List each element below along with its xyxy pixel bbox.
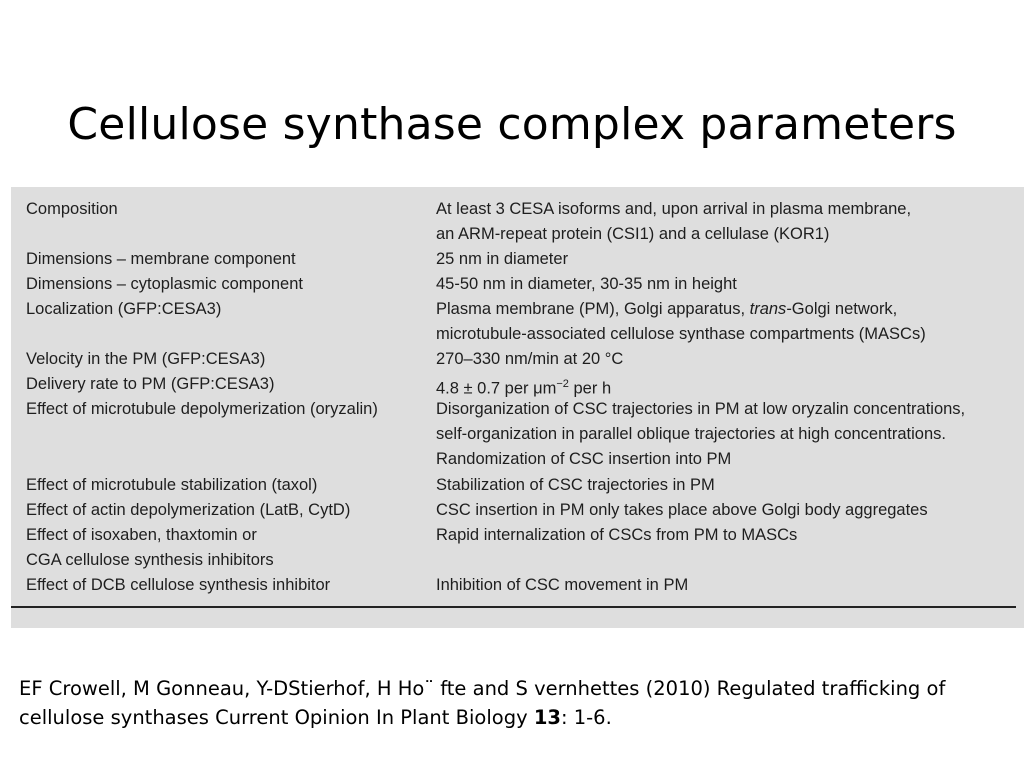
value-text: 4.8 ± 0.7 per μm <box>436 379 557 398</box>
parameter-label: Effect of DCB cellulose synthesis inhibitor <box>26 576 331 594</box>
table-row <box>11 247 1024 272</box>
table-row <box>11 222 1024 247</box>
parameter-value: self-organization in parallel oblique trajectories at high concentrations. <box>436 425 946 443</box>
table-row <box>11 297 1024 322</box>
table-row <box>11 573 1024 598</box>
parameter-label: Dimensions – cytoplasmic component <box>26 275 303 293</box>
parameters-table <box>11 187 1024 628</box>
parameter-label: Localization (GFP:CESA3) <box>26 300 222 318</box>
citation-text: EF Crowell, M Gonneau, Y-DStierhof, H Ho¨ fte and S vernhettes (2010) Regulated trafficking of cellulose synthases Current Opinion In Plant Biology <box>19 677 946 729</box>
parameter-value: 270–330 nm/min at 20 °C <box>436 350 624 368</box>
table-row <box>11 322 1024 347</box>
table-row <box>11 447 1024 472</box>
parameter-value: microtubule-associated cellulose synthase compartments (MASCs) <box>436 325 926 343</box>
parameter-value: Stabilization of CSC trajectories in PM <box>436 476 715 494</box>
parameter-label: Effect of actin depolymerization (LatB, CytD) <box>26 501 351 519</box>
table-row <box>11 197 1024 222</box>
value-text: Plasma membrane (PM), Golgi apparatus, <box>436 300 750 318</box>
table-row <box>11 397 1024 422</box>
table-row <box>11 422 1024 447</box>
parameter-label: Effect of microtubule stabilization (taxol) <box>26 476 318 494</box>
citation-pages: : 1-6. <box>560 706 612 729</box>
parameter-value: CSC insertion in PM only takes place above Golgi body aggregates <box>436 501 928 519</box>
table-row <box>11 548 1024 573</box>
parameter-value: At least 3 CESA isoforms and, upon arrival in plasma membrane, <box>436 200 912 218</box>
value-text: -Golgi network, <box>786 300 898 318</box>
parameter-value: 25 nm in diameter <box>436 250 569 268</box>
table-row <box>11 272 1024 297</box>
table-row <box>11 498 1024 523</box>
parameter-value: Inhibition of CSC movement in PM <box>436 576 689 594</box>
parameter-value: Randomization of CSC insertion into PM <box>436 450 732 468</box>
table-bottom-rule <box>11 606 1016 608</box>
parameter-label: Delivery rate to PM (GFP:CESA3) <box>26 375 275 393</box>
table-row <box>11 523 1024 548</box>
parameter-label: Dimensions – membrane component <box>26 250 296 268</box>
slide-title: Cellulose synthase complex parameters <box>67 99 957 151</box>
parameter-label: CGA cellulose synthesis inhibitors <box>26 551 274 569</box>
parameter-value: an ARM-repeat protein (CSI1) and a cellulase (KOR1) <box>436 225 830 243</box>
value-text: per h <box>568 379 612 398</box>
parameter-value <box>436 297 897 322</box>
parameter-value: Rapid internalization of CSCs from PM to MASCs <box>436 526 798 544</box>
citation <box>19 674 1009 732</box>
table-row <box>11 347 1024 372</box>
table-row <box>11 473 1024 498</box>
value-superscript: −2 <box>556 378 569 390</box>
parameter-label: Velocity in the PM (GFP:CESA3) <box>26 350 266 368</box>
parameter-value: Disorganization of CSC trajectories in PM at low oryzalin concentrations, <box>436 400 966 418</box>
citation-volume: 13 <box>533 706 561 729</box>
value-italic-text: trans <box>749 300 787 318</box>
table-row <box>11 372 1024 397</box>
parameter-label: Effect of isoxaben, thaxtomin or <box>26 526 257 544</box>
parameter-value: 45-50 nm in diameter, 30-35 nm in height <box>436 275 737 293</box>
parameter-label: Effect of microtubule depolymerization (oryzalin) <box>26 400 378 418</box>
parameter-label: Composition <box>26 200 118 218</box>
